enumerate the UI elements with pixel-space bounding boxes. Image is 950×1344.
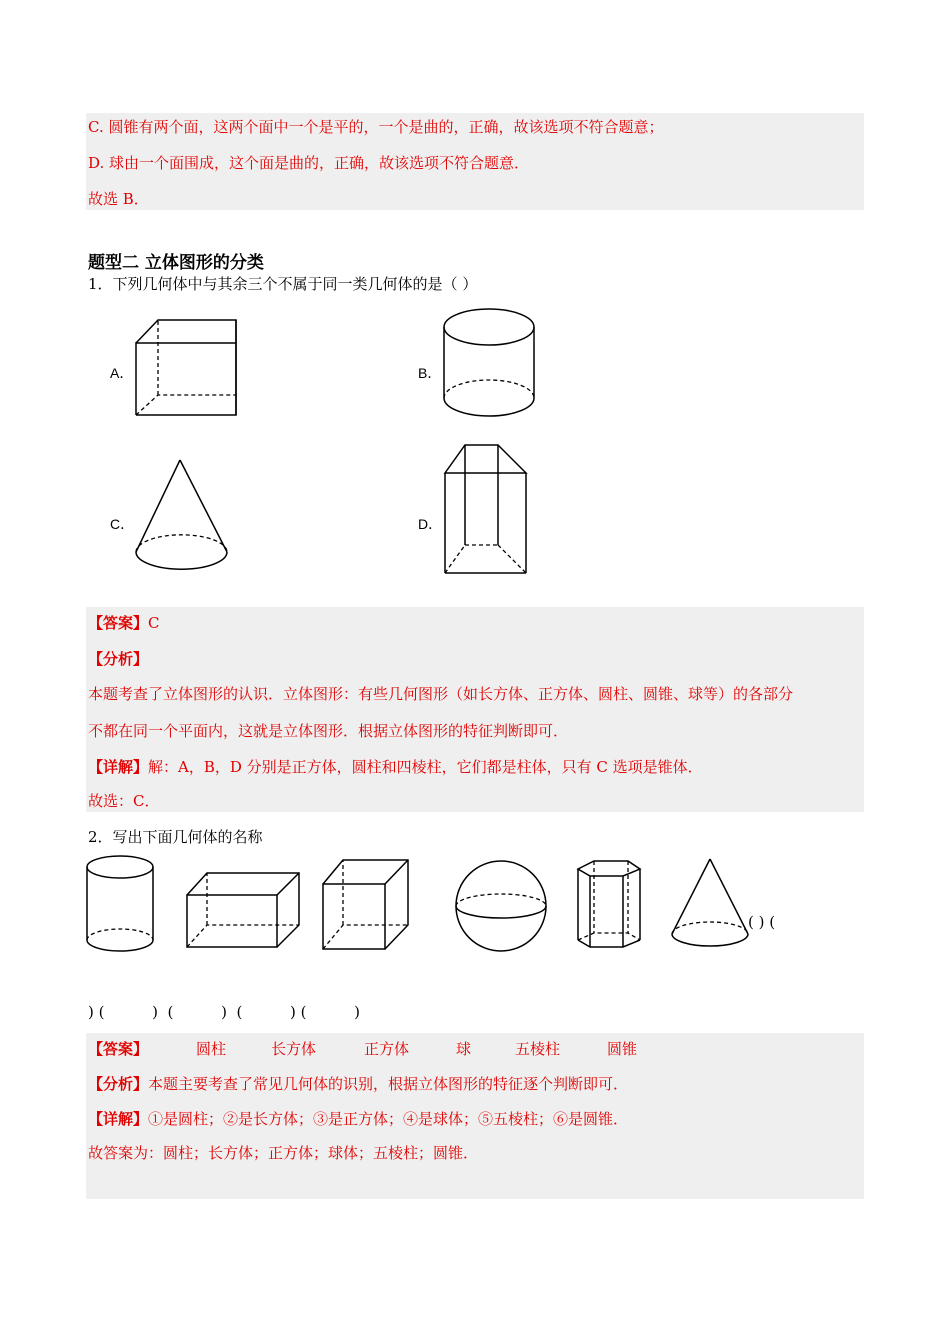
q1-option-b-label: B． xyxy=(418,365,442,381)
q2-cube-figure xyxy=(323,860,408,949)
q2-conclusion: 故答案为：圆柱；长方体；正方体；球体；五棱柱；圆锥． xyxy=(88,1144,479,1162)
prev-solution-conclusion: 故选 B． xyxy=(88,190,149,208)
q1-detail-tag: 【详解】 xyxy=(88,758,149,776)
q2-detail xyxy=(88,1109,628,1129)
q1-option-d-label: D． xyxy=(418,516,443,532)
q1-detail-text: 解：A，B，D 分别是正方体，圆柱和四棱柱，它们都是柱体，只有 C 选项是锥体． xyxy=(148,758,703,776)
q1-option-c-label: C． xyxy=(110,516,135,532)
q1-analysis-line2: 不都在同一个平面内，这就是立体图形．根据立体图形的特征判断即可． xyxy=(88,722,569,740)
prev-solution-line-d: D. 球由一个面围成，这个面是曲的，正确，故该选项不符合题意． xyxy=(88,154,530,172)
q1-analysis-line1: 本题考查了立体图形的认识．立体图形：有些几何图形（如长方体、正方体、圆柱、圆锥、球等）的各部分 xyxy=(88,685,794,703)
q2-answer-6: 圆锥 xyxy=(607,1040,638,1058)
quadrangular-prism-figure xyxy=(438,440,533,580)
q2-sphere-figure xyxy=(456,861,546,951)
cone-figure xyxy=(130,455,235,580)
section-title: 题型二 立体图形的分类 xyxy=(88,253,264,273)
q2-figures xyxy=(80,850,770,960)
q2-answer-tag: 【答案】 xyxy=(88,1040,149,1058)
q2-blank-row2: ) ( ) ( ) ( ) ( ) xyxy=(88,1003,360,1021)
q1-option-a-label: A． xyxy=(110,365,134,381)
q2-analysis-text: 本题主要考查了常见几何体的识别，根据立体图形的特征逐个判断即可． xyxy=(148,1075,629,1093)
q2-answer-4: 球 xyxy=(456,1040,472,1058)
q1-answer xyxy=(88,613,160,633)
q2-detail-tag: 【详解】 xyxy=(88,1110,149,1128)
q2-answer-3: 正方体 xyxy=(364,1040,410,1058)
q2-answer-1: 圆柱 xyxy=(196,1040,227,1058)
q2-stem: 2．写出下面几何体的名称 xyxy=(88,828,263,846)
q2-pentagonal-prism-figure xyxy=(578,861,640,947)
q2-blank-row1: ( ) ( xyxy=(748,913,776,931)
q2-detail-text: ①是圆柱；②是长方体；③是正方体；④是球体；⑤五棱柱；⑥是圆锥． xyxy=(148,1110,629,1128)
q2-answer-2: 长方体 xyxy=(271,1040,317,1058)
q1-answer-box xyxy=(86,607,864,812)
q1-answer-tag: 【答案】 xyxy=(88,614,149,632)
q2-cone-figure xyxy=(672,859,748,946)
q2-analysis-tag: 【分析】 xyxy=(88,1075,149,1093)
q2-cylinder-figure xyxy=(87,856,153,951)
q2-analysis xyxy=(88,1074,628,1094)
q2-cuboid-figure xyxy=(187,873,299,947)
prev-solution-line-c: C. 圆锥有两个面，这两个面中一个是平的，一个是曲的，正确，故该选项不符合题意； xyxy=(88,118,664,136)
q2-answer-5: 五棱柱 xyxy=(515,1040,561,1058)
q1-detail xyxy=(88,757,703,777)
q1-answer-value: C xyxy=(148,614,160,632)
q1-stem: 1．下列几何体中与其余三个不属于同一类几何体的是（ ） xyxy=(88,275,478,293)
cylinder-figure xyxy=(440,305,540,420)
q1-conclusion: 故选：C． xyxy=(88,792,160,810)
q1-analysis-tag: 【分析】 xyxy=(88,650,149,668)
cube-figure xyxy=(128,315,243,420)
